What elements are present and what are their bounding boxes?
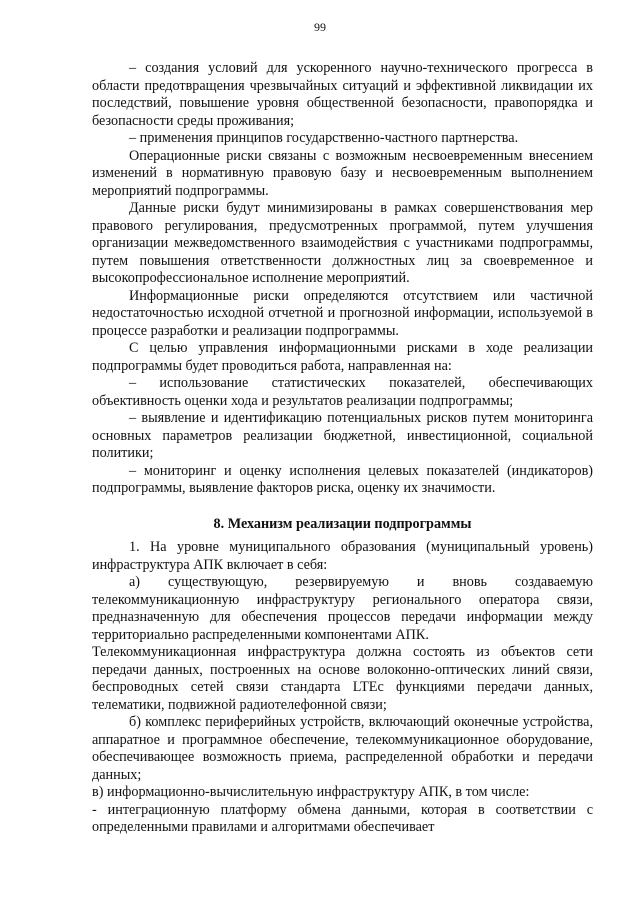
section-heading: 8. Механизм реализации подпрограммы	[213, 515, 472, 532]
list-item: а) существующую, резервируемую и вновь создаваемую телекоммуникационную инфраструктуру регионального оператора связи, предназначенную для обеспечения процессов передачи информации между территориально распределенными компонентами АПК.	[92, 574, 593, 643]
paragraph: Информационные риски определяются отсутствием или частичной недостаточностью исходной отчетной и прогнозной информации, используемой в процессе разработки и реализации подпрограммы.	[92, 287, 593, 339]
paragraph: Данные риски будут минимизированы в рамках совершенствования мер правового регулирования, предусмотренных программой, путем улучшения организации межведомственного взаимодействия с участниками подпрограммы, путем повышения ответственности должностных лиц за своевременное и высокопрофессиональное исполнение мероприятий.	[92, 200, 593, 286]
document-body	[92, 60, 593, 837]
list-item: - интеграционную платформу обмена данными, которая в соответствии с определенными правилами и алгоритмами обеспечивает	[92, 801, 593, 835]
paragraph: С целью управления информационными рисками в ходе реализации подпрограммы будет проводиться работа, направленная на:	[92, 340, 593, 374]
list-item: – выявление и идентификацию потенциальных рисков путем мониторинга основных параметров реализации бюджетной, инвестиционной, социальной политики;	[92, 410, 593, 461]
list-item: б) комплекс периферийных устройств, включающий оконечные устройства, аппаратное и программное обеспечение, телекоммуникационное оборудование, обеспечивающее возможность приема, распределенной обработки и передачи данных;	[92, 714, 593, 783]
paragraph: – применения принципов государственно-частного партнерства.	[129, 130, 519, 146]
paragraph: Телекоммуникационная инфраструктура должна состоять из объектов сети передачи данных, построенных на основе волоконно-оптических линий связи, беспроводных сетей связи стандарта LTEc функциями передачи данных, телематики, подвижной радиотелефонной связи;	[92, 644, 593, 713]
list-item: – мониторинг и оценку исполнения целевых показателей (индикаторов) подпрограммы, выявление факторов риска, оценку их значимости.	[92, 462, 593, 496]
paragraph: – создания условий для ускоренного научно-технического прогресса в области предотвращения чрезвычайных ситуаций и эффективной ликвидации их последствий, повышение уровня общественной безопасности, правопорядка и безопасности среды проживания;	[92, 60, 593, 129]
list-item: – использование статистических показателей, обеспечивающих объективность оценки хода и результатов реализации подпрограммы;	[92, 375, 593, 409]
paragraph: 1. На уровне муниципального образования (муниципальный уровень) инфраструктура АПК включает в себя:	[92, 539, 593, 573]
page-number: 99	[314, 20, 326, 34]
paragraph: Операционные риски связаны с возможным несвоевременным внесением изменений в нормативную правовую базу и несвоевременным выполнением мероприятий подпрограммы.	[92, 147, 593, 199]
list-item: в) информационно-вычислительную инфраструктуру АПК, в том числе:	[92, 784, 530, 800]
